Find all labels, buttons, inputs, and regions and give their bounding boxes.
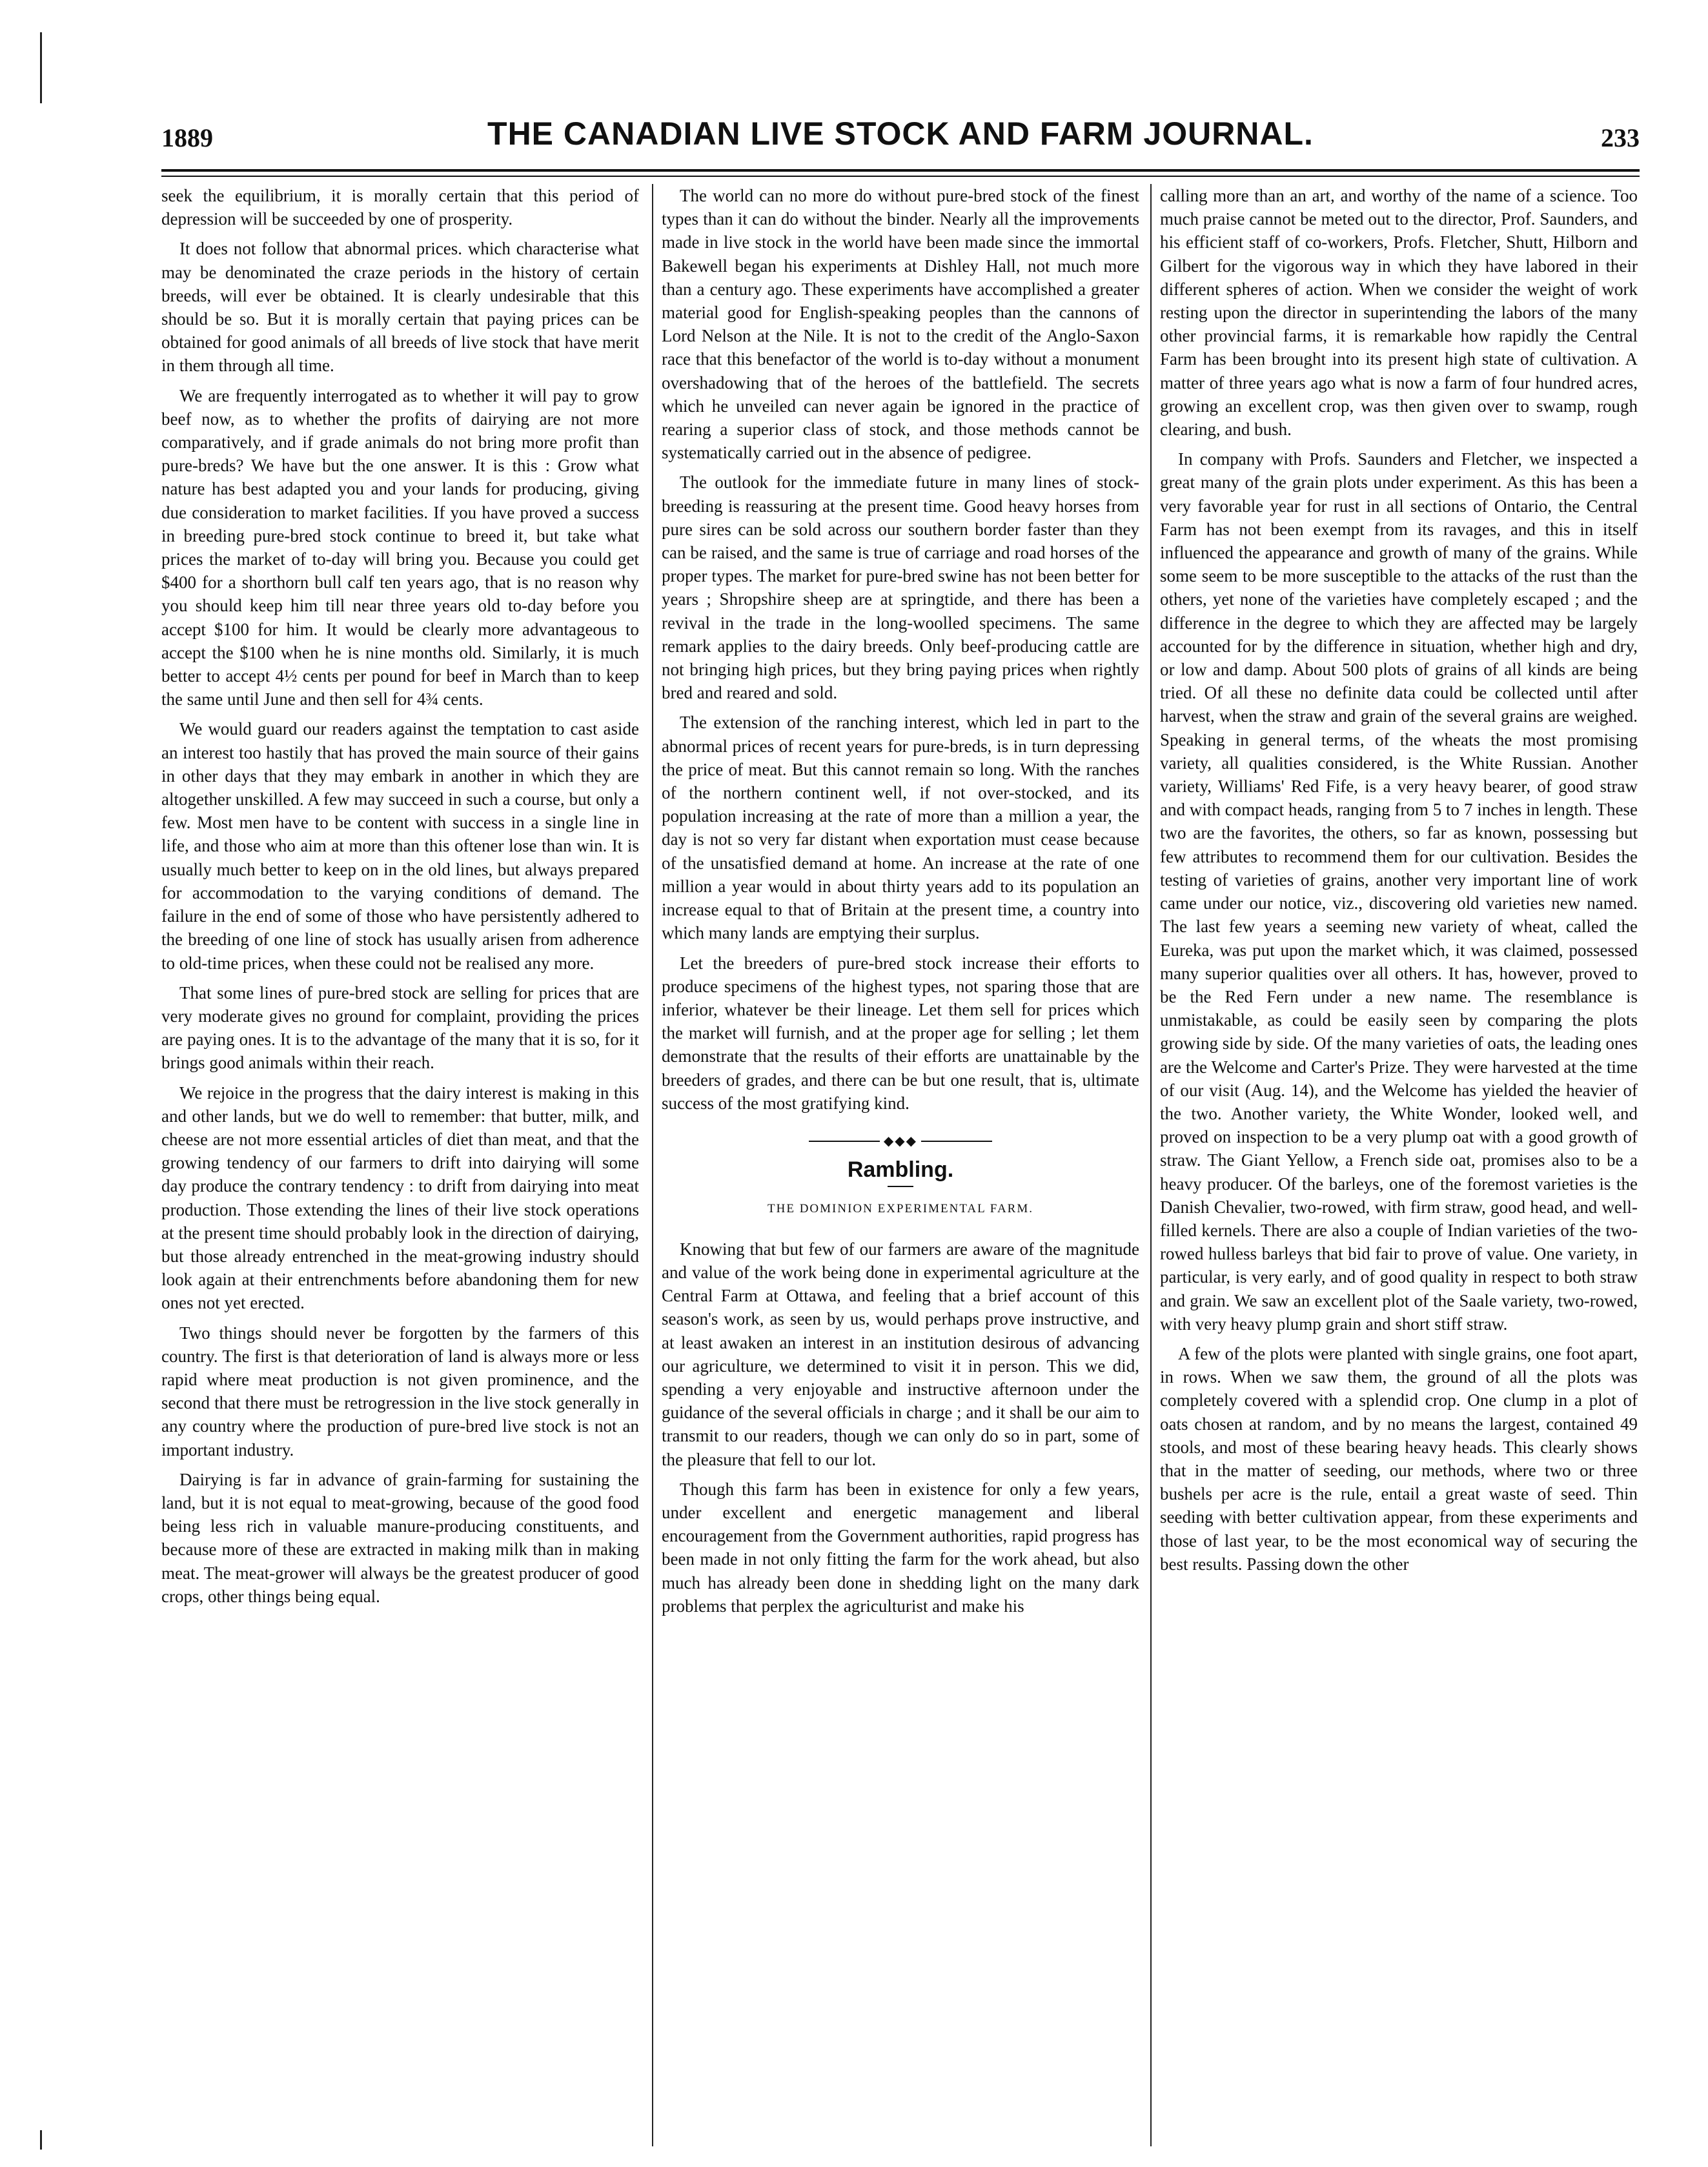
title-underline xyxy=(888,1186,913,1187)
paragraph: It does not follow that abnormal prices. which characterise what may be denominated the craze periods in the history of certain breeds, will ever be obtained. It is clearly undesirable that this should be so. But it is morally certain that paying prices can be obtained for good animals of all breeds of live stock that have merit in them through all time. xyxy=(161,239,639,376)
page-header xyxy=(161,110,1640,168)
paragraph: In company with Profs. Saunders and Fletcher, we inspected a great many of the grain plots under experiment. As this has been a very favorable year for rust in all sections of Ontario, the Central Farm has not been exempt from its ravages, and this in itself influenced the appearance and growth of many of the grains. While some seem to be more susceptible to the attacks of the rust than the others, yet none of the varieties have completely escaped ; and the difference in the degree to which they are affected may be largely accounted for by the difference in situation, whether high and dry, or low and damp. About 500 plots of grains of all kinds are being tried. Of all these no definite data could be collected until after harvest, when the straw and grain of the several grains are weighed. Speaking in general terms, of the wheats the most promising variety, all qualities considered, is the White Russian. Another variety, Williams' Red Fife, is a very heavy bearer, of good straw and with compact heads, ranging from 5 to 7 inches in length. These two are the favorites, the others, so far as known, possessing but few attributes to recommend them for our cultivation. Besides the testing of varieties of grains, another very important line of work came under our notice, viz., discovering old varieties new named. The last few years a seeming new variety of wheat, called the Eureka, was put upon the market which, it was claimed, possessed many superior qualities over all others. It has, however, proved to be the Red Fern under a new name. The resemblance is unmistakable, as could be easily seen by comparing the plots growing side by side. Of the many varieties of oats, the leading ones are the Welcome and Carter's Prize. They were harvested at the time of our visit (Aug. 14), and the Welcome has yielded the heavier of the two. Another variety, the White Wonder, looked well, and proved on inspection to be a very plump oat with a good growth of straw. The Giant Yellow, a French side oat, promises also to be a heavy producer. Of the barleys, one of the foremost varieties is the Danish Chevalier, two-rowed, with firm straw, good head, and well-filled kernels. There are also a couple of Indian varieties of the two-rowed hulless barleys that bid fair to prove of value. One variety, in particular, is very early, and of good quality in respect to both straw and grain. We saw an excellent plot of the Saale variety, two-rowed, with very heavy plump grain and short stiff straw. xyxy=(1160,449,1638,1334)
header-rule-thin xyxy=(161,176,1640,177)
paragraph: We rejoice in the progress that the dairy interest is making in this and other lands, but we do well to remember: that butter, milk, and cheese are not more essential articles of diet than meat, and that the growing tendency of our farmers to drift into dairying will some day produce the contrary tendency : to drift from dairying into meat production. Those extending the lines of their live stock operations at the present time should probably look in the direction of dairying, but those already entrenched in the meat-growing industry should look again at their entrenchments before abandoning them for new ones not yet erected. xyxy=(161,1083,639,1313)
paragraph: That some lines of pure-bred stock are selling for prices that are very moderate gives no ground for complaint, providing the prices are paying ones. It is to the advantage of the many that it is so, for it brings good animals within their reach. xyxy=(161,982,639,1073)
paragraph: A few of the plots were planted with single grains, one foot apart, in rows. When we saw them, the ground of all the plots was completely covered with a splendid crop. One clump in a plot of oats chosen at random, and by no means the largest, contained 49 stools, and most of these bearing heavy heads. This clearly shows that in the matter of seeding, our methods, where two or three bushels per acre is the rule, entail a great waste of seed. Thin seeding with better cultivation appear, from these experiments and those of last year, to be the most economical way of securing the best results. Passing down the other xyxy=(1160,1343,1638,1574)
paragraph: Let the breeders of pure-bred stock increase their efforts to produce specimens of the highest types, not sparing those that are inferior, whatever be their lineage. Let them sell for prices which the market will furnish, and at the proper age for selling ; let them demonstrate that the results of their efforts are unattainable by the breeders of grades, and there can be but one result, that is, ultimate success of the most gratifying kind. xyxy=(662,953,1139,1113)
section-ornament: ◆◆◆ xyxy=(662,1129,1139,1154)
paragraph: The outlook for the immediate future in many lines of stock-breeding is reassuring at the present time. Good heavy horses from pure sires can be sold across our southern border faster than they can be raised, and the same is true of carriage and road horses of the proper types. The market for pure-bred swine has not been better for years ; Shropshire sheep are at springtide, and there has been a revival in the trade in the long-woolled specimens. The same remark applies to the dairy breeds. Only beef-producing cattle are not bringing high prices, but they bring paying prices when rightly bred and reared and sold. xyxy=(662,473,1139,703)
paragraph: We would guard our readers against the temptation to cast aside an interest too hastily that has proved the main source of their gains in other days that they may embark in another in which they are altogether unskilled. A few may succeed in such a course, but only a few. Most men have to be content with success in a single line in life, and those who aim at more than this oftener lose than win. It is usually much better to keep on in the old lines, but always prepared for accommodation to the varying conditions of demand. The failure in the end of some of those who have persistently adhered to the breeding of one line of stock has usually arisen from adherence to old-time prices, when these could not be realised any more. xyxy=(161,719,639,973)
page-number: 233 xyxy=(1601,123,1640,152)
paragraph: We are frequently interrogated as to whether it will pay to grow beef now, as to whether the profits of dairying are not more comparatively, and if grade animals do not bring more profit than pure-breds? We have but the one answer. It is this : Grow what nature has best adapted you and your lands for producing, giving due consideration to market facilities. If you have proved a success in breeding pure-bred stock continue to breed it, but take what prices the market of to-day will bring you. Because you could get $400 for a shorthorn bull calf ten years ago, that is no reason why you should keep him till near three years old to-day before you accept $100 for him. It would be clearly more advantageous to accept the $100 when he is nine months old. Similarly, it is much better to accept 4½ cents per pound for beef in March than to keep the same until June and then sell for 4¾ cents. xyxy=(161,385,639,709)
text-column-2 xyxy=(662,184,1139,2150)
paragraph: seek the equilibrium, it is morally certain that this period of depression will be succeeded by one of prosperity. xyxy=(161,186,639,229)
margin-mark-top xyxy=(40,32,42,103)
paragraph: Knowing that but few of our farmers are aware of the magnitude and value of the work being done in experimental agriculture at the Central Farm at Ottawa, and feeling that a brief account of this season's work, as seen by us, would perhaps prove instructive, and at least awaken an interest in an institution desirous of advancing our agriculture, we determined to visit it in person. This we did, spending a very enjoyable and instructive afternoon under the guidance of the several officials in charge ; and it shall be our aim to transmit to our readers, though we can only do so in part, some of the pleasure that fell to our lot. xyxy=(662,1239,1139,1469)
text-column-3 xyxy=(1160,184,1638,2150)
margin-mark-bottom xyxy=(40,2130,42,2150)
page-year: 1889 xyxy=(161,123,213,152)
paragraph: Two things should never be forgotten by the farmers of this country. The first is that deterioration of land is always more or less rapid where meat production is not given prominence, and the second that there must be retrogression in the live stock generally in any country where the production of pure-bred live stock is not an important industry. xyxy=(161,1323,639,1460)
column-divider-2 xyxy=(1150,184,1152,2146)
paragraph: calling more than an art, and worthy of the name of a science. Too much praise cannot be meted out to the director, Prof. Saunders, and his efficient staff of co-workers, Profs. Fletcher, Shutt, Hilborn and Gilbert for the vigorous way in which they have labored in their different spheres of action. When we consider the weight of work resting upon the director in superintending the labors of the many other provincial farms, it is remarkable how rapidly the Central Farm has been brought into its present high state of cultivation. A matter of three years ago what is now a farm of four hundred acres, growing an excellent crop, was then given over to swamp, rough clearing, and bush. xyxy=(1160,186,1638,440)
paragraph: Though this farm has been in existence for only a few years, under excellent and energetic management and liberal encouragement from the Government authorities, rapid progress has been made in not only fitting the farm for the work ahead, but also much has already been done in shedding light on the many dark problems that perplex the agriculturist and make his xyxy=(662,1479,1139,1616)
paragraph: The extension of the ranching interest, which led in part to the abnormal prices of recent years for pure-breds, is in turn depressing the price of meat. But this cannot remain so long. With the ranches of the northern continent well, if not over-stocked, and its population increasing at the rate of more than a million a year, the day is not so very far distant when exportation must cease because of the unsatisfied demand at home. An increase at the rate of one million a year would in about thirty years add to its population an increase equal to that of Britain at the present time, a country into which many lands are emptying their surplus. xyxy=(662,713,1139,943)
section-title: Rambling. xyxy=(847,1157,954,1183)
header-rule-thick xyxy=(161,169,1640,172)
journal-title: THE CANADIAN LIVE STOCK AND FARM JOURNAL. xyxy=(487,116,1314,152)
column-divider-1 xyxy=(652,184,653,2146)
paragraph: Dairying is far in advance of grain-farming for sustaining the land, but it is not equal to meat-growing, because of the good food being less rich in valuable manure-producing constituents, and because more of these are extracted in making milk than in making meat. The meat-grower will always be the greatest producer of good crops, other things being equal. xyxy=(161,1469,639,1606)
text-column-1 xyxy=(161,184,639,2150)
paragraph: The world can no more do without pure-bred stock of the finest types than it can do without the binder. Nearly all the improvements made in live stock in the world have been made since the immortal Bakewell began his experiments at Dishley Hall, not much more than a century ago. These experiments have accomplished a greater material good for English-speaking peoples than the cannons of Lord Nelson at the Nile. It is not to the credit of the Anglo-Saxon race that this benefactor of the world is to-day without a monument overshadowing that of the heroes of the battlefield. The secrets which he unveiled can never again be ignored in the practice of rearing a superior class of stock, and those methods cannot be systematically carried out in the absence of pedigree. xyxy=(662,186,1139,463)
section-subtitle: THE DOMINION EXPERIMENTAL FARM. xyxy=(768,1201,1033,1216)
